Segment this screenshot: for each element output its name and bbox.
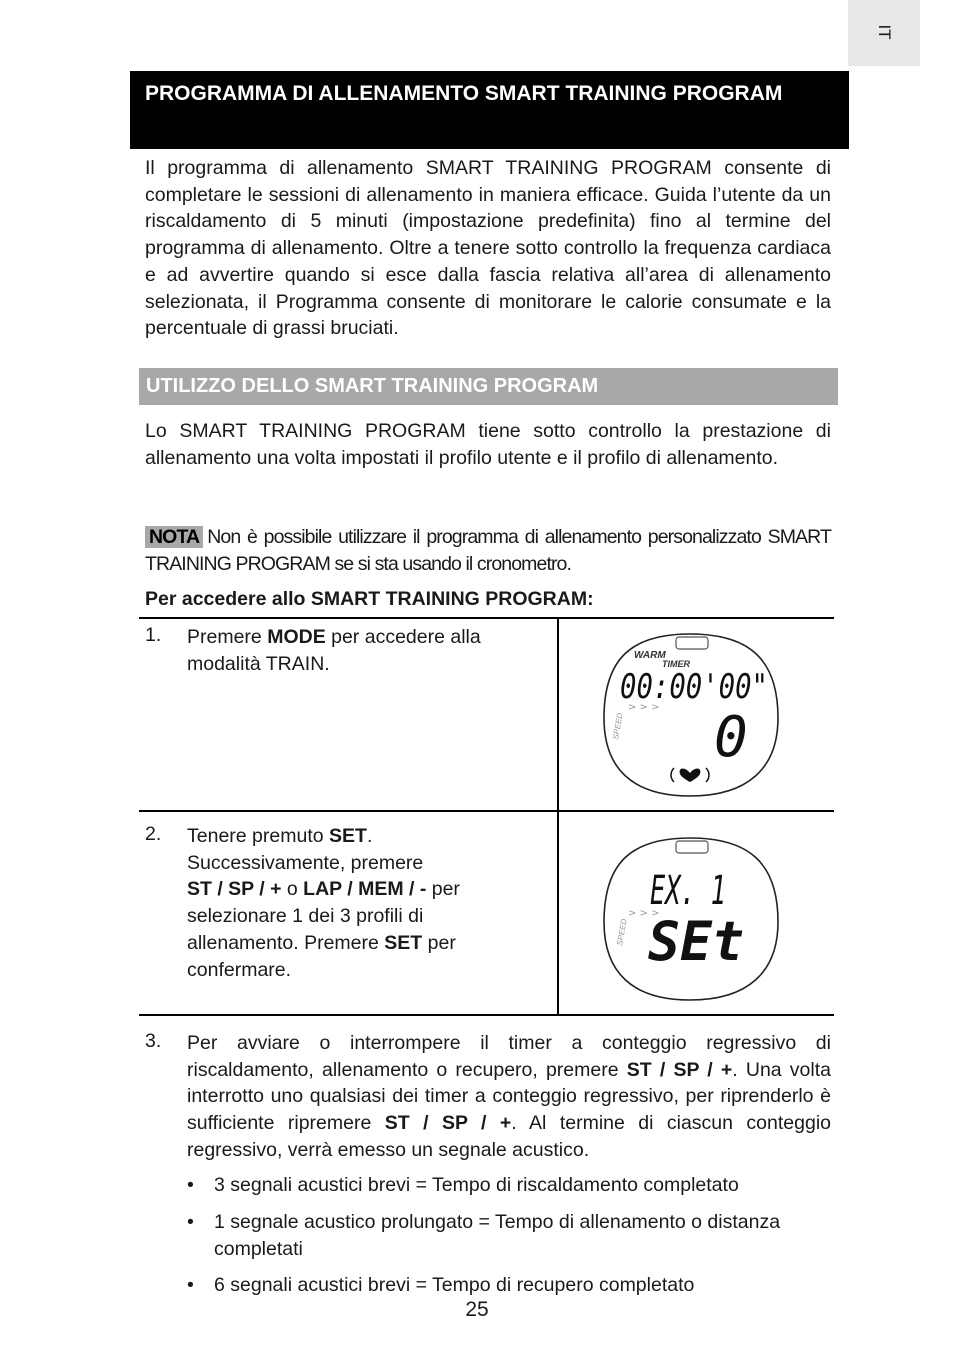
page-number: 25: [465, 1298, 489, 1321]
timer-label: TIMER: [662, 659, 690, 669]
table-column-rule: [557, 618, 559, 1015]
speed-label-2: SPEED: [615, 918, 629, 947]
time-readout: 00:00'00": [620, 667, 768, 707]
step-2-text: Tenere premuto SET. Successivamente, premere ST / SP / + o LAP / MEM / - per selezionare 1 dei 3 profili di allenamento. Premere SET per confermare.: [187, 825, 460, 981]
access-heading: Per accedere allo SMART TRAINING PROGRAM:: [145, 588, 594, 610]
intro-paragraph: Il programma di allenamento SMART TRAINING PROGRAM consente di completare le sessioni di allenamento in maniera efficace. Guida l’utente da un riscaldamento di 5 minuti (impostazione predefinita) fino al termine del programma di allenamento. Oltre a tenere sotto controllo la frequenza cardiaca e ad avvertire quando si esce dalla fascia relativa all’area di allenamento selezionata, il Programma consente di monitorare le calorie consumate e la percentuale di grassi bruciati.: [145, 157, 831, 340]
st-sp-plus-key-start: ST / SP / +: [626, 1058, 733, 1081]
step-2-number: 2.: [145, 823, 162, 845]
usage-paragraph: Lo SMART TRAINING PROGRAM tiene sotto controllo la prestazione di allenamento una volta impostati il profilo utente e il profilo di allenamento.: [145, 420, 831, 469]
warm-label: WARM: [634, 650, 666, 661]
bullet-item: 3 segnali acustici brevi = Tempo di riscaldamento completato: [214, 1174, 739, 1196]
table-top-rule: [139, 617, 834, 619]
step-1-text: Premere MODE per accedere alla modalità TRAIN.: [187, 626, 481, 675]
subsection-title: UTILIZZO DELLO SMART TRAINING PROGRAM: [139, 368, 838, 405]
language-tab: [848, 0, 920, 66]
note-label: NOTA: [145, 526, 203, 548]
bullet-marker: •: [187, 1274, 194, 1296]
section-title: PROGRAMMA DI ALLENAMENTO SMART TRAINING PROGRAM: [130, 71, 849, 149]
mode-key: MODE: [267, 626, 326, 648]
speed-value: 0: [714, 705, 748, 770]
step-3-text: Per avviare o interrompere il timer a conteggio regressivo di riscaldamento, allenamento o recupero, premere ST / SP / +. Una volta interrotto uno qualsiasi dei timer a conteggio regressivo, per riprenderlo è sufficiente ripremere ST / SP / +. Al termine di ciascun conteggio regressivo, verrà emesso un segnale acustico.: [187, 1032, 832, 1161]
st-sp-plus-key-resume: ST / SP / +: [384, 1112, 512, 1135]
set-readout: SEt: [648, 910, 744, 973]
step-1-number: 1.: [145, 624, 162, 646]
watch-display-set: [598, 832, 782, 1006]
bullet-marker: •: [187, 1211, 194, 1233]
note-text: Non è possibile utilizzare il programma di allenamento personalizzato SMART TRAINING PROGRAM se si sta usando il cronometro.: [145, 526, 831, 575]
bullet-item: 1 segnale acustico prolungato = Tempo di allenamento o distanza completati: [214, 1211, 781, 1260]
watch-display-train: [598, 628, 782, 802]
set-key: SET: [329, 825, 367, 847]
svg-text:> > >: > > >: [628, 702, 660, 713]
set-key-confirm: SET: [384, 931, 423, 954]
speed-label: SPEED: [611, 712, 625, 741]
table-mid-rule: [139, 810, 834, 812]
language-label: IT: [875, 24, 894, 40]
st-sp-plus-key: ST / SP / +: [187, 878, 282, 901]
profile-readout: EX. 1: [650, 868, 726, 914]
bullet-item: 6 segnali acustici brevi = Tempo di recupero completato: [214, 1274, 695, 1296]
bullet-marker: •: [187, 1174, 194, 1196]
note-block: [145, 524, 831, 577]
heart-icon: [671, 768, 709, 782]
svg-text:> > >: > > >: [628, 908, 660, 919]
lap-mem-minus-key: LAP / MEM / -: [303, 878, 427, 901]
step-3-number: 3.: [145, 1030, 162, 1052]
table-bottom-rule: [139, 1014, 834, 1016]
